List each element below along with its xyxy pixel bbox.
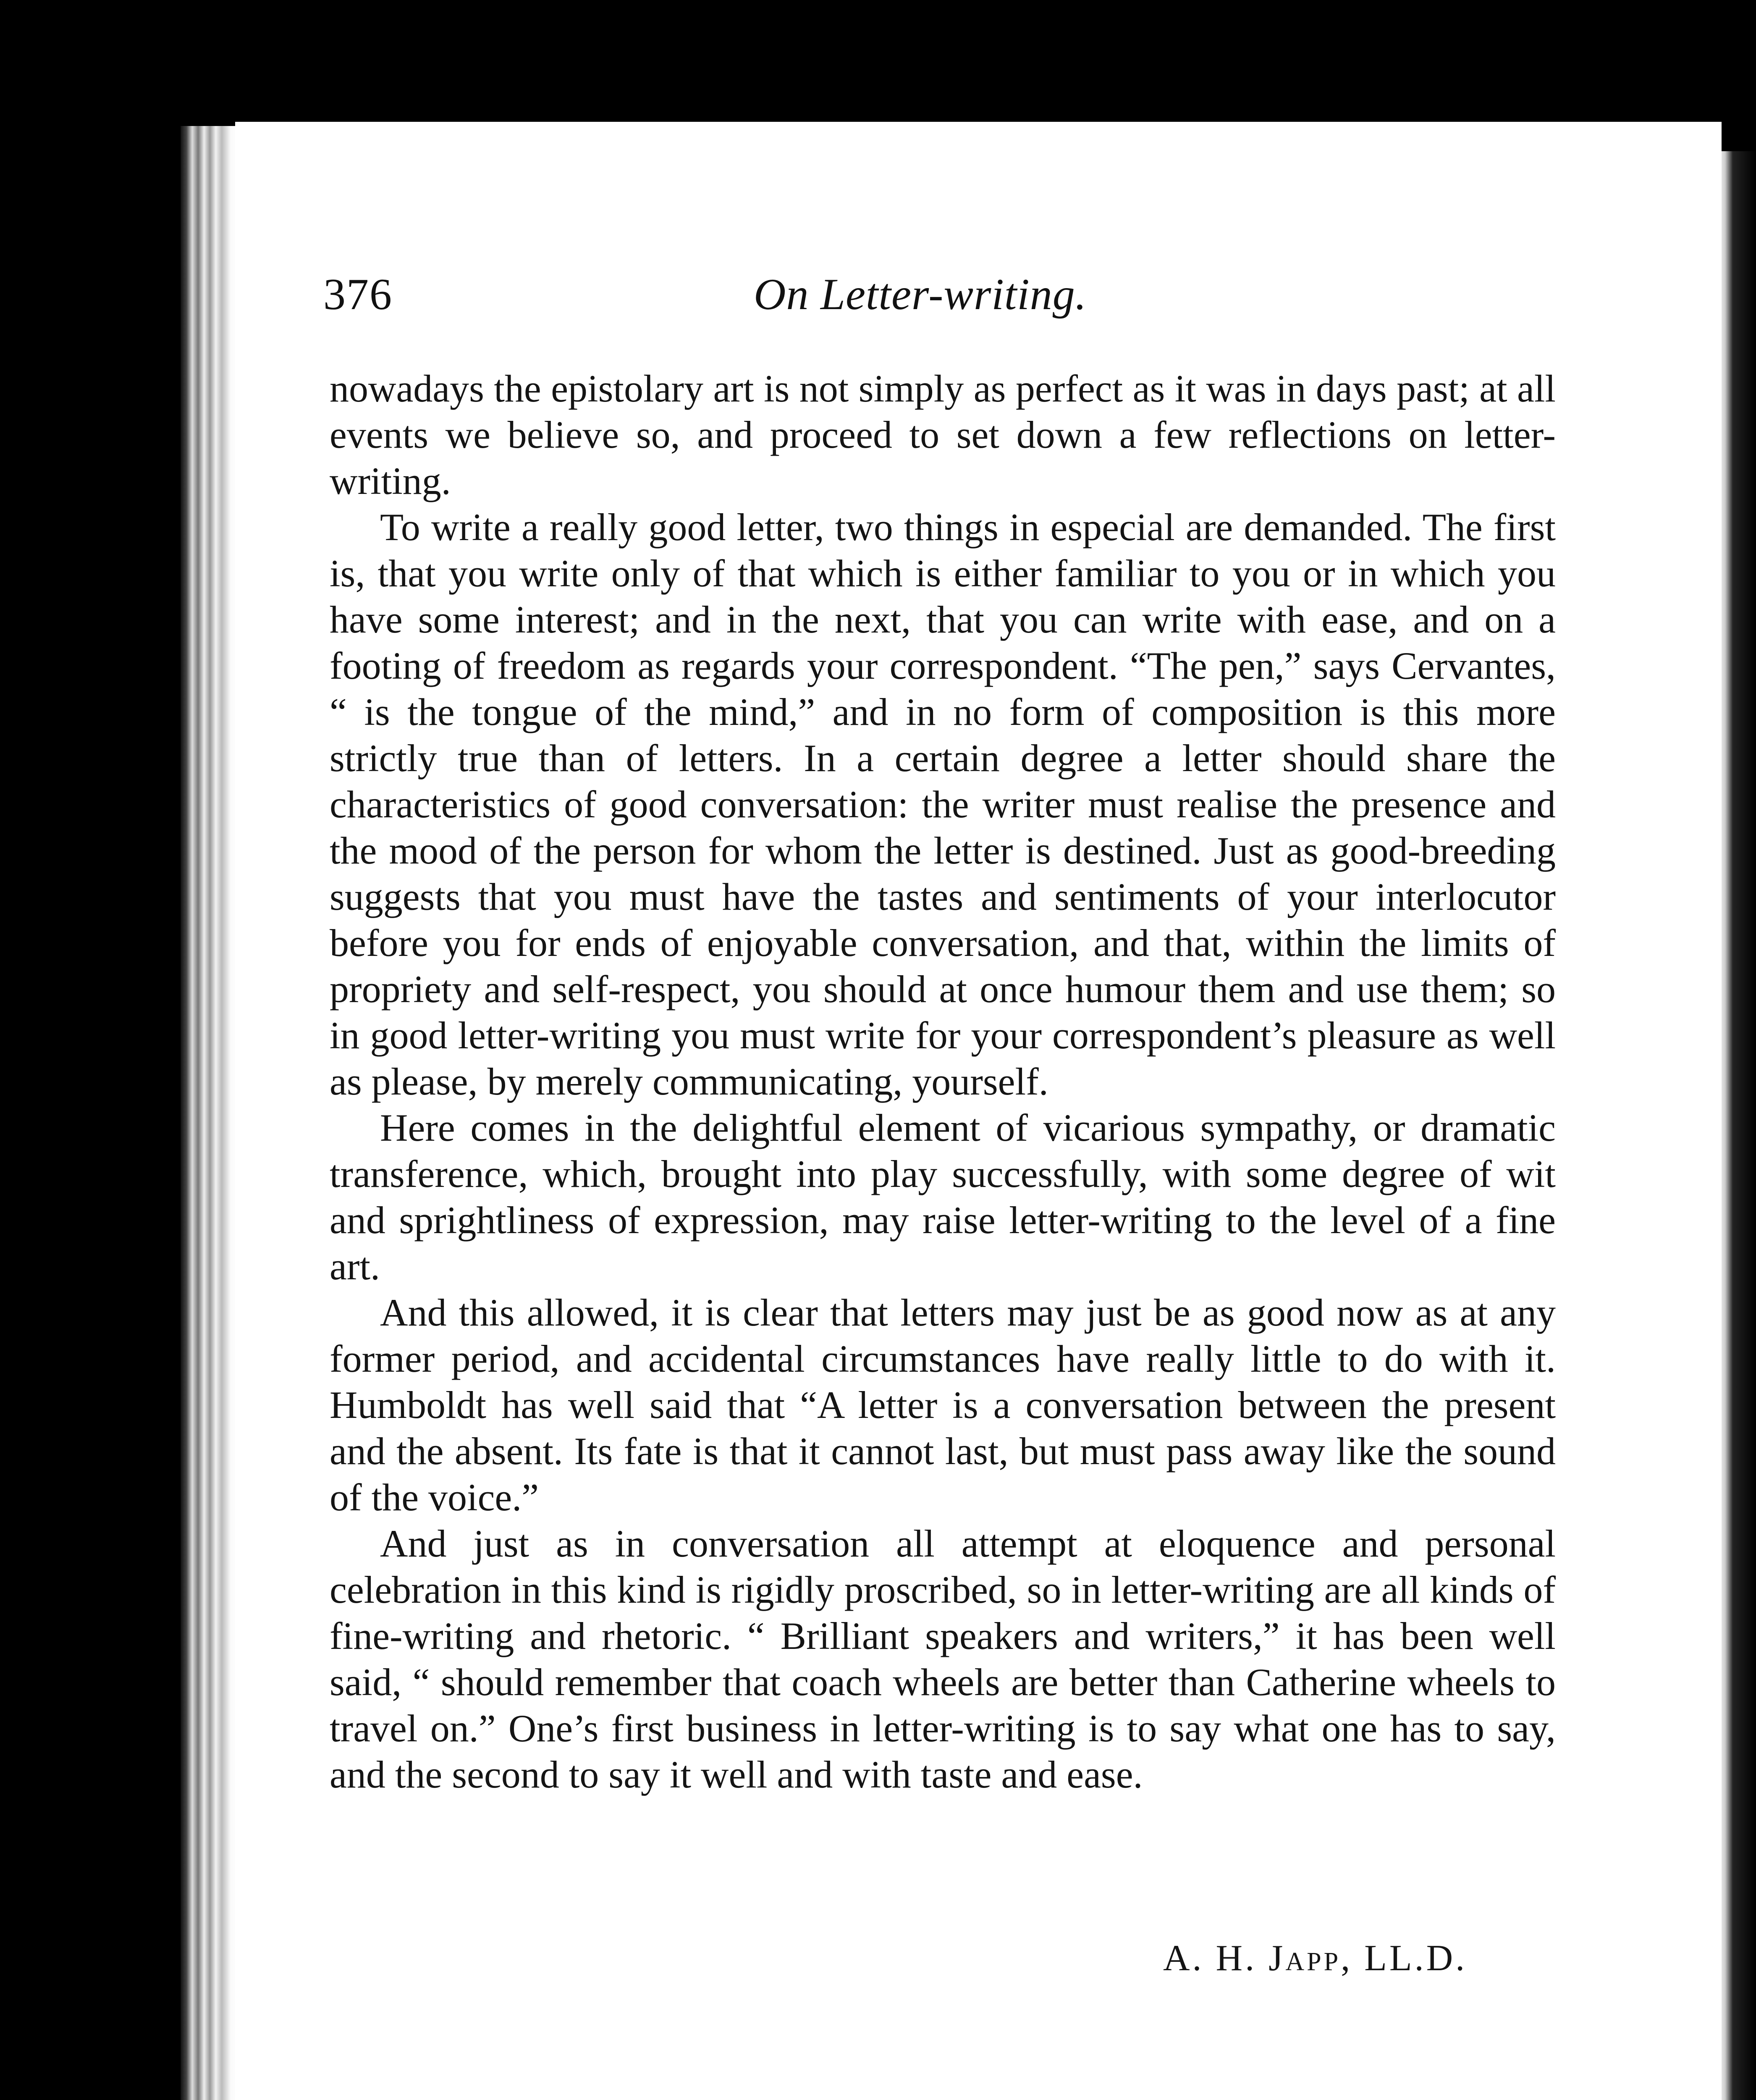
running-title: On Letter-writing. <box>754 270 1087 319</box>
paragraph-2: To write a really good letter, two things in especial are demanded. The first is, that you write only of that which is either familiar to you or in which you have some interest; and in the next, that you can write with ease, and on a footing of freedom as regards your correspondent. “The pen,” says Cervantes, “ is the tongue of the mind,” and in no form of composition is this more strictly true than of letters. In a certain degree a letter should share the characteristics of good conversation: the writer must realise the presence and the mood of the person for whom the letter is destined. Just as good-breeding suggests that you must have the tastes and sentiments of your interlocutor before you for ends of enjoyable conversation, and that, within the limits of propriety and self-respect, you should at once humour them and use them; so in good letter-writing you must write for your correspondent’s pleasure as well as please, by merely communicating, yourself. <box>330 506 1556 1103</box>
author-degree: LL.D. <box>1364 1938 1468 1979</box>
running-head <box>323 269 1562 332</box>
book-binding-edge <box>181 126 239 2100</box>
author-surname: Japp, <box>1269 1938 1353 1979</box>
page-right-edge <box>1717 151 1756 2100</box>
page-number: 376 <box>323 270 393 319</box>
article-body <box>330 365 1556 1798</box>
paragraph-5: And just as in conversation all attempt at eloquence and personal celebration in this kind is rigidly proscribed, so in letter-writing are all kinds of fine-writing and rhetoric. “ Brilliant speakers and writers,” it has been well said, “ should remember that coach wheels are better than Catherine wheels to travel on.” One’s first business in letter-writing is to say what one has to say, and the second to say it well and with taste and ease. <box>330 1522 1556 1796</box>
paragraph-4: And this allowed, it is clear that letters may just be as good now as at any former period, and accidental circumstances have really little to do with it. Humboldt has well said that “A letter is a conversation between the present and the absent. Its fate is that it cannot last, but must pass away like the sound of the voice.” <box>330 1291 1556 1519</box>
author-signature <box>1163 1937 1467 1979</box>
author-initials: A. H. <box>1163 1938 1257 1979</box>
paragraph-1: nowadays the epistolary art is not simply as perfect as it was in days past; at all events we believe so, and proceed to set down a few reflections on letter-writing. <box>330 367 1556 502</box>
paragraph-3: Here comes in the delightful element of vicarious sympathy, or dramatic transference, which, brought into play successfully, with some degree of wit and sprightliness of expression, may raise letter-writing to the level of a fine art. <box>330 1106 1556 1288</box>
